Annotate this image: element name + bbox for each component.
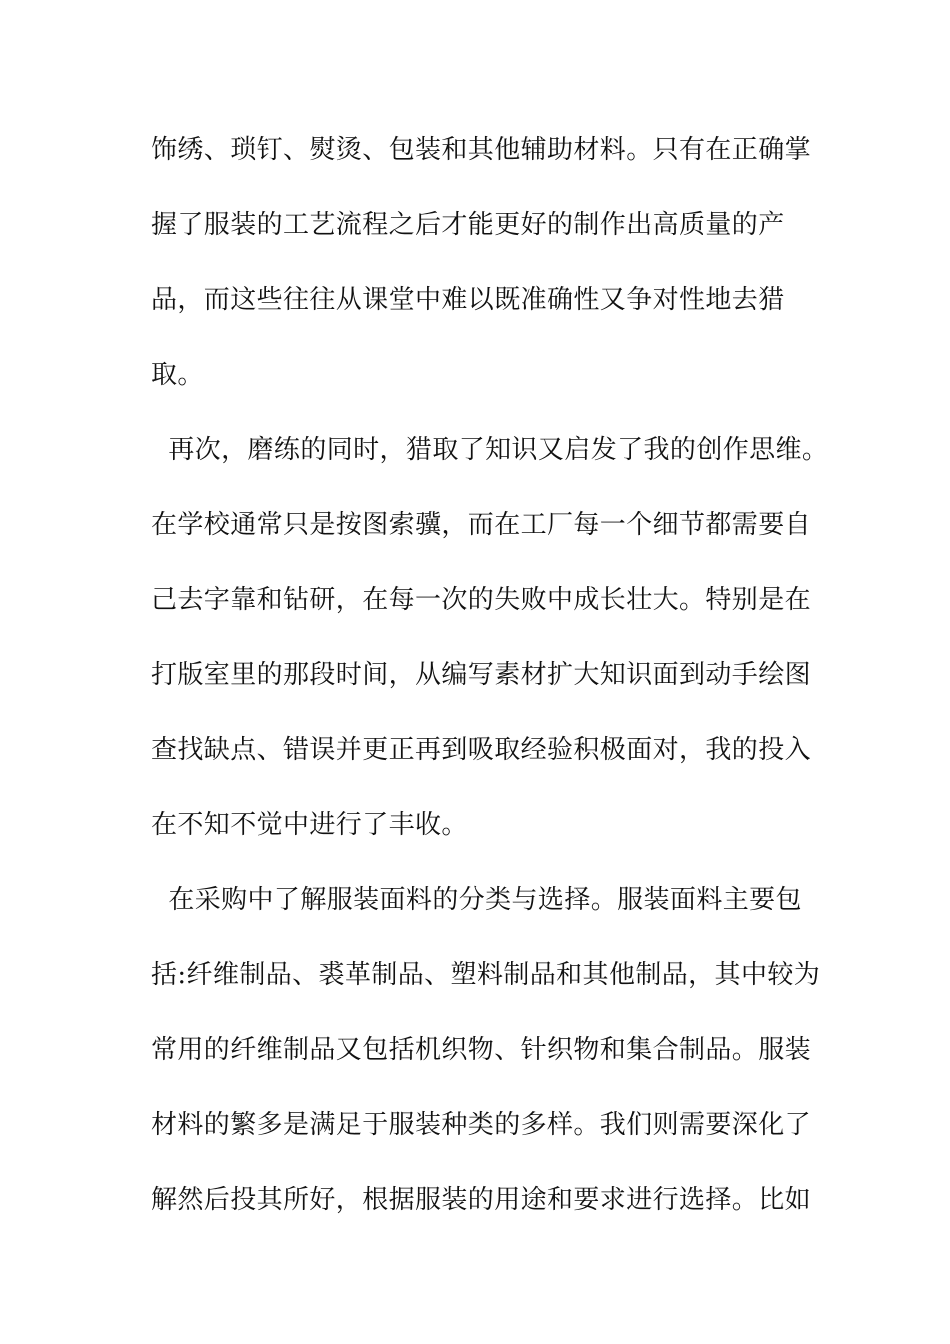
paragraph-start-line: 在采购中了解服装面料的分类与选择。服装面料主要包: [151, 885, 802, 915]
text-line: 解然后投其所好，根据服装的用途和要求进行选择。比如: [151, 1185, 812, 1215]
text-line: 在不知不觉中进行了丰收。: [151, 810, 468, 840]
text-line: 常用的纤维制品又包括机织物、针织物和集合制品。服装: [151, 1035, 812, 1065]
text-line: 品，而这些往往从课堂中难以既准确性又争对性地去猎: [151, 285, 785, 315]
text-line: 查找缺点、错误并更正再到吸取经验积极面对，我的投入: [151, 735, 812, 765]
text-line: 取。: [151, 360, 204, 390]
text-line: 在学校通常只是按图索骥，而在工厂每一个细节都需要自: [151, 510, 812, 540]
text-line: 括:纤维制品、裘革制品、塑料制品和其他制品，其中较为: [151, 960, 821, 990]
paragraph-start-line: 再次，磨练的同时，猎取了知识又启发了我的创作思维。: [151, 435, 829, 465]
text-line: 材料的繁多是满足于服装种类的多样。我们则需要深化了: [151, 1110, 812, 1140]
text-line: 打版室里的那段时间，从编写素材扩大知识面到动手绘图: [151, 660, 812, 690]
text-line: 饰绣、琐钉、熨烫、包装和其他辅助材料。只有在正确掌: [151, 135, 812, 165]
text-line: 己去字靠和钻研，在每一次的失败中成长壮大。特别是在: [151, 585, 812, 615]
text-line: 握了服装的工艺流程之后才能更好的制作出高质量的产: [151, 210, 785, 240]
